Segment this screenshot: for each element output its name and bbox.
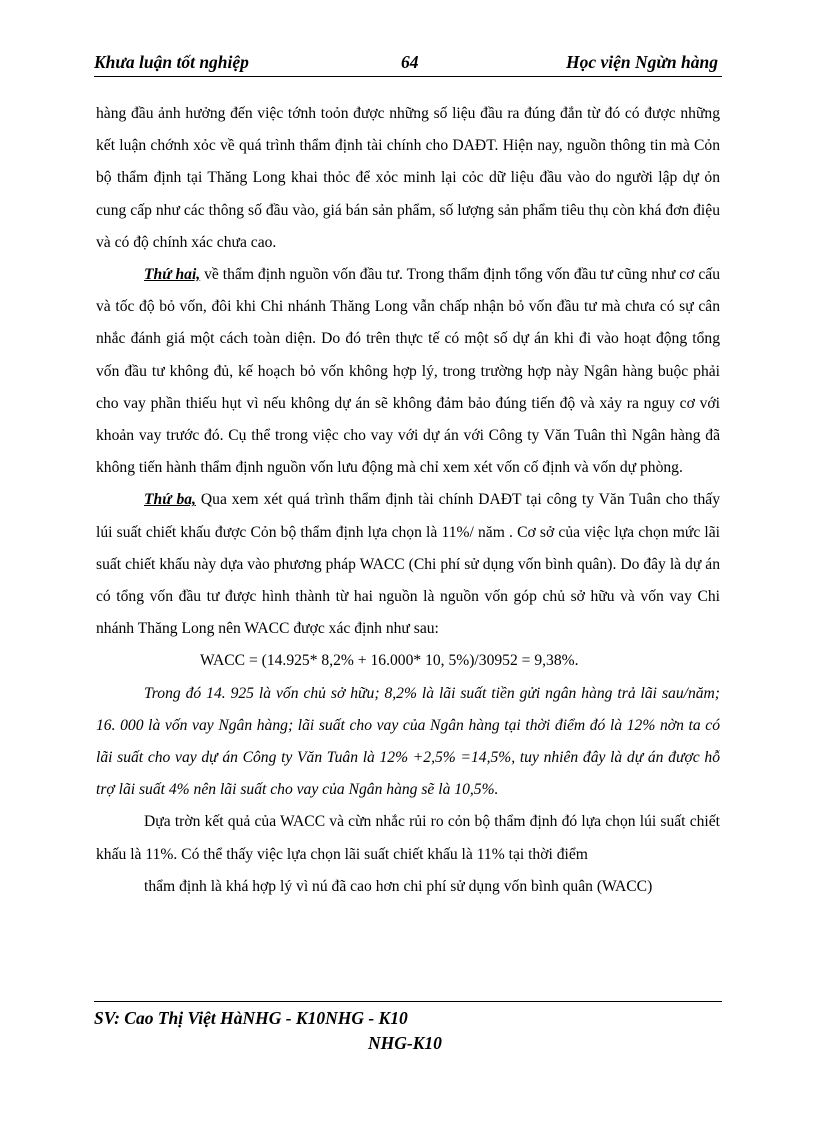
page-number: 64: [401, 52, 419, 72]
footer-student-line: SV: Cao Thị Việt HàNHG - K10NHG - K10: [94, 1008, 408, 1028]
page-footer: [94, 1006, 722, 1056]
footer-class-line: NHG-K10: [368, 1033, 442, 1053]
header-rule: [94, 76, 722, 77]
header-institution: Học viện Ngừn hàng: [566, 52, 718, 72]
paragraph-3: [96, 484, 720, 645]
paragraph-2-text: về thẩm định nguồn vốn đầu tư. Trong thẩm định tổng vốn đầu tư cũng như cơ cấu và tốc độ bỏ vốn, đôi khi Chi nhánh Thăng Long vẫn chấp nhận bỏ vốn đầu tư mà chưa có sự cân nhắc đánh giá một cách toàn diện. Do đó trên thực tế có một số dự án khi đi vào hoạt động tổng vốn đầu tư không đủ, kế hoạch bỏ vốn không hợp lý, trong trường hợp này Ngân hàng buộc phải cho vay phần thiếu hụt vì nếu không dự án sẽ không đảm bảo đúng tiến độ và xảy ra nguy cơ với khoản vay trước đó. Cụ thể trong việc cho vay với dự án với Công ty Văn Tuân thì Ngân hàng đã không tiến hành thẩm định nguồn vốn lưu động mà chỉ xem xét vốn cố định và vốn dự phòng.: [96, 266, 721, 477]
footer-rule: [94, 1001, 722, 1002]
paragraph-2: [96, 259, 720, 484]
paragraph-4-italic: Trong đó 14. 925 là vốn chủ sở hữu; 8,2% là lãi suất tiền gửi ngân hàng trả lãi sau/năm; 16. 000 là vốn vay Ngân hàng; lãi suất cho vay của Ngân hàng tại thời điểm đó là 12% nờn ta có lãi suất cho vay dự án Công ty Văn Tuân là 12% +2,5% =14,5%, tuy nhiên đây là dự án được hỗ trợ lãi suất 4% nên lãi suất cho vay của Ngân hàng sẽ là 10,5%.: [96, 684, 720, 799]
paragraph-5: Dựa trờn kết quả của WACC và cừn nhắc rủi ro cỏn bộ thẩm định đó lựa chọn lúi suất chiết khấu là 11%. Có thể thấy việc lựa chọn lãi suất chiết khấu là 11% tại thời điểm: [96, 813, 720, 863]
paragraph-3-lead: Thứ ba,: [144, 491, 196, 509]
paragraph-6: thẩm định là khá hợp lý vì nú đã cao hơn chi phí sử dụng vốn bình quân (WACC): [144, 877, 653, 895]
document-body: [96, 98, 720, 903]
paragraph-3-text: Qua xem xét quá trình thẩm định tài chính DAĐT tại công ty Văn Tuân cho thấy lúi suất chiết khấu được Cỏn bộ thẩm định lựa chọn là 11%/ năm . Cơ sở của việc lựa chọn mức lãi suất chiết khấu này dựa vào phương pháp WACC (Chi phí sử dụng vốn bình quân). Do đây là dự án có tổng vốn đầu tư được hình thành từ hai nguồn là nguồn vốn góp chủ sở hữu và vốn vay Chi nhánh Thăng Long nên WACC được xác định như sau:: [96, 491, 721, 638]
wacc-formula: WACC = (14.925* 8,2% + 16.000* 10, 5%)/30952 = 9,38%.: [200, 652, 579, 670]
paragraph-2-lead: Thứ hai,: [144, 266, 201, 284]
header-thesis-title: Khưa luận tốt nghiệp: [94, 52, 249, 72]
paragraph-1: hàng đầu ảnh hưởng đến việc tớnh toỏn được những số liệu đầu ra đúng đắn từ đó có được những kết luận chớnh xỏc về quá trình thẩm định tài chính cho DAĐT. Hiện nay, nguồn thông tin mà Cỏn bộ thẩm định tại Thăng Long khai thỏc để xỏc minh lại cỏc dữ liệu đầu vào do người lập dự ỏn cung cấp như các thông số đầu vào, giá bán sản phẩm, số lượng sản phẩm tiêu thụ còn khá đơn điệu và có độ chính xác chưa cao.: [96, 105, 720, 251]
page-header: [94, 52, 722, 78]
